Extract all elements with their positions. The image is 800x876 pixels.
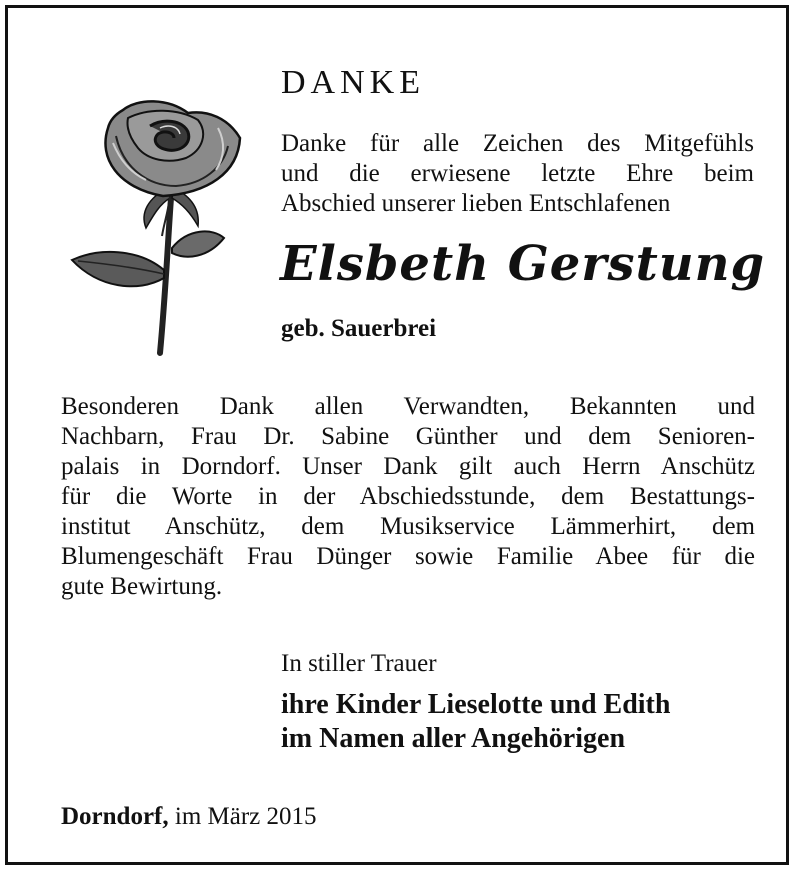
signature-line: im Namen aller Angehörigen <box>281 723 626 754</box>
body-line: gute Bewirtung. <box>61 573 223 600</box>
intro-text <box>281 129 754 219</box>
intro-line: und die erwiesene letzte Ehre beim <box>281 160 754 187</box>
signature-line: ihre Kinder Lieselotte und Edith <box>281 689 671 720</box>
place-date <box>61 803 317 831</box>
notice-frame <box>5 5 789 865</box>
mourning-phrase: In stiller Trauer <box>281 650 437 677</box>
body-line: palais in Dorndorf. Unser Dank gilt auch Herrn Anschütz <box>61 453 755 480</box>
body-line: Nachbarn, Frau Dr. Sabine Günther und dem Senioren- <box>61 423 755 450</box>
body-line: für die Worte in der Abschiedsstunde, dem Bestattungs- <box>61 483 755 510</box>
thanks-body <box>61 392 755 602</box>
maiden-name: geb. Sauerbrei <box>281 315 437 342</box>
deceased-name: Elsbeth Gerstung <box>280 236 766 292</box>
rose-icon <box>68 88 268 358</box>
intro-line: Danke für alle Zeichen des Mitgefühls <box>281 130 754 157</box>
notice-title: DANKE <box>281 64 425 101</box>
body-line: institut Anschütz, dem Musikservice Lämmerhirt, dem <box>61 513 755 540</box>
date-text: im März 2015 <box>174 803 317 830</box>
body-line: Besonderen Dank allen Verwandten, Bekannten und <box>61 393 755 420</box>
place-name: Dorndorf, <box>61 803 169 830</box>
signature <box>281 688 670 756</box>
body-line: Blumengeschäft Frau Dünger sowie Familie Abee für die <box>61 543 755 570</box>
intro-line: Abschied unserer lieben Entschlafenen <box>281 190 671 217</box>
